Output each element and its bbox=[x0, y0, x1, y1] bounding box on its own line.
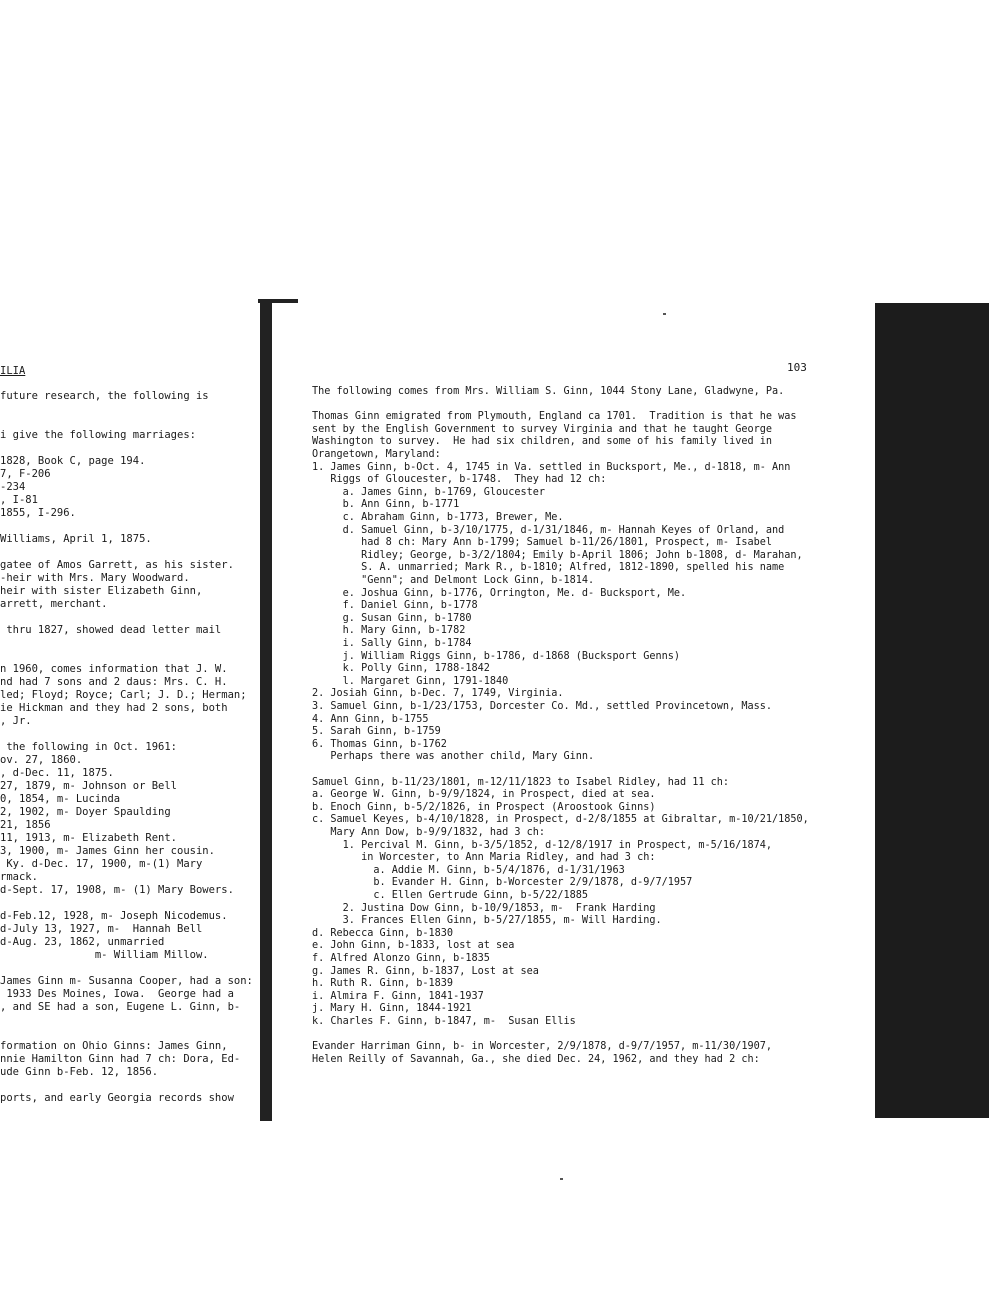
left-text-line: , Jr. bbox=[0, 715, 32, 727]
left-text-line: 2, 1902, m- Doyer Spaulding bbox=[0, 806, 171, 818]
book-spine bbox=[260, 303, 272, 1121]
left-text-line: gatee of Amos Garrett, as his sister. bbox=[0, 559, 234, 571]
right-text-line: 3. Frances Ellen Ginn, b-5/27/1855, m- Will Harding. bbox=[312, 915, 662, 927]
right-text-line: g. James R. Ginn, b-1837, Lost at sea bbox=[312, 965, 539, 977]
right-text-line: Ridley; George, b-3/2/1804; Emily b-April 1806; John b-1808, d- Marahan, bbox=[312, 549, 803, 561]
right-text-line: Perhaps there was another child, Mary Ginn. bbox=[312, 751, 595, 763]
right-text-line: S. A. unmarried; Mark R., b-1810; Alfred, 1812-1890, spelled his name bbox=[312, 562, 785, 574]
right-text-line: i. Sally Ginn, b-1784 bbox=[312, 638, 472, 649]
left-text-line: thru 1827, showed dead letter mail bbox=[0, 624, 222, 636]
left-text-line: -heir with Mrs. Mary Woodward. bbox=[0, 572, 190, 584]
scan-dark-margin bbox=[875, 303, 989, 1118]
right-text-line: in Worcester, to Ann Maria Ridley, and had 3 ch: bbox=[312, 852, 656, 864]
left-text-line: 1855, I-296. bbox=[0, 507, 76, 519]
left-text-line: ov. 27, 1860. bbox=[0, 754, 83, 766]
left-text-line: the following in Oct. 1961: bbox=[0, 741, 178, 753]
left-page-header: ILIA bbox=[0, 365, 26, 377]
left-text-line: , and SE had a son, Eugene L. Ginn, b- bbox=[0, 1001, 241, 1013]
scan-speck bbox=[663, 313, 666, 315]
left-text-line: 3, 1900, m- James Ginn her cousin. bbox=[0, 845, 215, 857]
left-text-line: d-Aug. 23, 1862, unmarried bbox=[0, 936, 165, 948]
left-text-line: 1933 Des Moines, Iowa. George had a bbox=[0, 988, 234, 1000]
left-text-line: arrett, merchant. bbox=[0, 598, 108, 610]
right-text-line: d. Samuel Ginn, b-3/10/1775, d-1/31/1846, m- Hannah Keyes of Orland, and bbox=[312, 524, 785, 536]
left-text-line: d-Feb.12, 1928, m- Joseph Nicodemus. bbox=[0, 910, 228, 922]
right-text-line: j. William Riggs Ginn, b-1786, d-1868 (Bucksport Genns) bbox=[312, 650, 681, 662]
right-page bbox=[300, 0, 875, 1290]
right-text-line: Samuel Ginn, b-11/23/1801, m-12/11/1823 to Isabel Ridley, had 11 ch: bbox=[312, 776, 730, 788]
left-text-line: 27, 1879, m- Johnson or Bell bbox=[0, 780, 178, 792]
right-text-line: Thomas Ginn emigrated from Plymouth, England ca 1701. Tradition is that he was bbox=[312, 411, 797, 423]
left-text-line: d-July 13, 1927, m- Hannah Bell bbox=[0, 923, 203, 935]
right-text-line: Helen Reilly of Savannah, Ga., she died Dec. 24, 1962, and they had 2 ch: bbox=[312, 1053, 760, 1065]
right-text-line: c. Samuel Keyes, b-4/10/1828, in Prospect, d-2/8/1855 at Gibraltar, m-10/21/1850, bbox=[312, 814, 809, 826]
right-text-line: d. Rebecca Ginn, b-1830 bbox=[312, 927, 454, 939]
left-text-line: 21, 1856 bbox=[0, 819, 51, 831]
left-text-line: i give the following marriages: bbox=[0, 429, 196, 441]
left-text-line: n 1960, comes information that J. W. bbox=[0, 663, 228, 675]
right-text-line: j. Mary H. Ginn, 1844-1921 bbox=[312, 1003, 472, 1015]
right-text-line: sent by the English Government to survey Virginia and that he taught George bbox=[312, 423, 773, 435]
right-text-line: k. Polly Ginn, 1788-1842 bbox=[312, 663, 490, 675]
right-text-line: 3. Samuel Ginn, b-1/23/1753, Dorcester Co. Md., settled Provincetown, Mass. bbox=[312, 701, 773, 712]
left-text-line: heir with sister Elizabeth Ginn, bbox=[0, 585, 203, 597]
right-text-line: 2. Josiah Ginn, b-Dec. 7, 1749, Virginia. bbox=[312, 688, 564, 700]
right-text-line: k. Charles F. Ginn, b-1847, m- Susan Ellis bbox=[312, 1016, 576, 1027]
right-text-line: 2. Justina Dow Ginn, b-10/9/1853, m- Frank Harding bbox=[312, 902, 656, 914]
left-text-line: ports, and early Georgia records show bbox=[0, 1092, 234, 1104]
left-text-line: , d-Dec. 11, 1875. bbox=[0, 767, 114, 779]
left-text-line: , I-81 bbox=[0, 494, 38, 506]
right-text-line: "Genn"; and Delmont Lock Ginn, b-1814. bbox=[312, 575, 595, 586]
left-text-line: 7, F-206 bbox=[0, 468, 51, 480]
left-text-line: James Ginn m- Susanna Cooper, had a son: bbox=[0, 975, 253, 987]
left-text-line: ie Hickman and they had 2 sons, both bbox=[0, 702, 228, 714]
right-text-line: a. George W. Ginn, b-9/9/1824, in Prospect, died at sea. bbox=[312, 789, 656, 801]
right-text-line: a. Addie M. Ginn, b-5/4/1876, d-1/31/1963 bbox=[312, 864, 625, 876]
right-text-line: f. Daniel Ginn, b-1778 bbox=[312, 600, 478, 612]
right-text-line: 1. James Ginn, b-Oct. 4, 1745 in Va. settled in Bucksport, Me., d-1818, m- Ann bbox=[312, 461, 791, 473]
left-text-line: Williams, April 1, 1875. bbox=[0, 533, 152, 545]
left-text-line: Ky. d-Dec. 17, 1900, m-(1) Mary bbox=[0, 858, 203, 870]
right-text-line: e. John Ginn, b-1833, lost at sea bbox=[312, 940, 515, 952]
right-text-line: e. Joshua Ginn, b-1776, Orrington, Me. d- Bucksport, Me. bbox=[312, 587, 687, 599]
right-text-line: Riggs of Gloucester, b-1748. They had 12 ch: bbox=[312, 474, 607, 486]
left-text-line: -234 bbox=[0, 481, 26, 493]
right-text-line: 4. Ann Ginn, b-1755 bbox=[312, 713, 429, 725]
right-text-line: b. Enoch Ginn, b-5/2/1826, in Prospect (Aroostook Ginns) bbox=[312, 801, 656, 813]
left-text-line: d-Sept. 17, 1908, m- (1) Mary Bowers. bbox=[0, 884, 234, 896]
right-text-line: Orangetown, Maryland: bbox=[312, 449, 441, 460]
right-text-line: b. Ann Ginn, b-1771 bbox=[312, 499, 460, 511]
right-text-line: Washington to survey. He had six children, and some of his family lived in bbox=[312, 436, 773, 448]
right-text-line: i. Almira F. Ginn, 1841-1937 bbox=[312, 990, 484, 1002]
left-text-line: m- William Millow. bbox=[0, 949, 209, 961]
left-text-line: formation on Ohio Ginns: James Ginn, bbox=[0, 1040, 228, 1052]
page-number: 103 bbox=[787, 361, 807, 374]
right-text-line: had 8 ch: Mary Ann b-1799; Samuel b-11/26/1801, Prospect, m- Isabel bbox=[312, 537, 773, 549]
left-page bbox=[0, 0, 270, 1290]
left-text-line: nnie Hamilton Ginn had 7 ch: Dora, Ed- bbox=[0, 1053, 241, 1065]
right-text-line: b. Evander H. Ginn, b-Worcester 2/9/1878, d-9/7/1957 bbox=[312, 877, 693, 889]
right-text-line: l. Margaret Ginn, 1791-1840 bbox=[312, 675, 509, 687]
right-text-line: a. James Ginn, b-1769, Gloucester bbox=[312, 486, 546, 498]
left-text-line: 11, 1913, m- Elizabeth Rent. bbox=[0, 832, 178, 844]
right-text-line: Mary Ann Dow, b-9/9/1832, had 3 ch: bbox=[312, 827, 546, 838]
right-text-line: f. Alfred Alonzo Ginn, b-1835 bbox=[312, 953, 490, 964]
right-text-line: 1. Percival M. Ginn, b-3/5/1852, d-12/8/1917 in Prospect, m-5/16/1874, bbox=[312, 839, 773, 851]
right-text-line: 5. Sarah Ginn, b-1759 bbox=[312, 726, 441, 738]
right-text-line: h. Mary Ginn, b-1782 bbox=[312, 625, 466, 637]
right-text-line: Evander Harriman Ginn, b- in Worcester, 2/9/1878, d-9/7/1957, m-11/30/1907, bbox=[312, 1041, 773, 1053]
right-text-line: c. Ellen Gertrude Ginn, b-5/22/1885 bbox=[312, 890, 589, 901]
right-text-line: c. Abraham Ginn, b-1773, Brewer, Me. bbox=[312, 512, 564, 523]
left-text-line: future research, the following is bbox=[0, 390, 209, 402]
left-text-line: led; Floyd; Royce; Carl; J. D.; Herman; bbox=[0, 689, 247, 701]
left-text-line: rmack. bbox=[0, 871, 38, 883]
right-text-line: g. Susan Ginn, b-1780 bbox=[312, 612, 472, 624]
left-text-line: ude Ginn b-Feb. 12, 1856. bbox=[0, 1066, 159, 1078]
right-text-line: 6. Thomas Ginn, b-1762 bbox=[312, 738, 447, 750]
scan-speck bbox=[560, 1178, 563, 1180]
right-text-line: h. Ruth R. Ginn, b-1839 bbox=[312, 978, 454, 990]
left-text-line: 1828, Book C, page 194. bbox=[0, 455, 146, 467]
left-text-line: 0, 1854, m- Lucinda bbox=[0, 793, 121, 805]
right-text-line: The following comes from Mrs. William S. Ginn, 1044 Stony Lane, Gladwyne, Pa. bbox=[312, 386, 785, 397]
left-text-line: nd had 7 sons and 2 daus: Mrs. C. H. bbox=[0, 676, 228, 688]
